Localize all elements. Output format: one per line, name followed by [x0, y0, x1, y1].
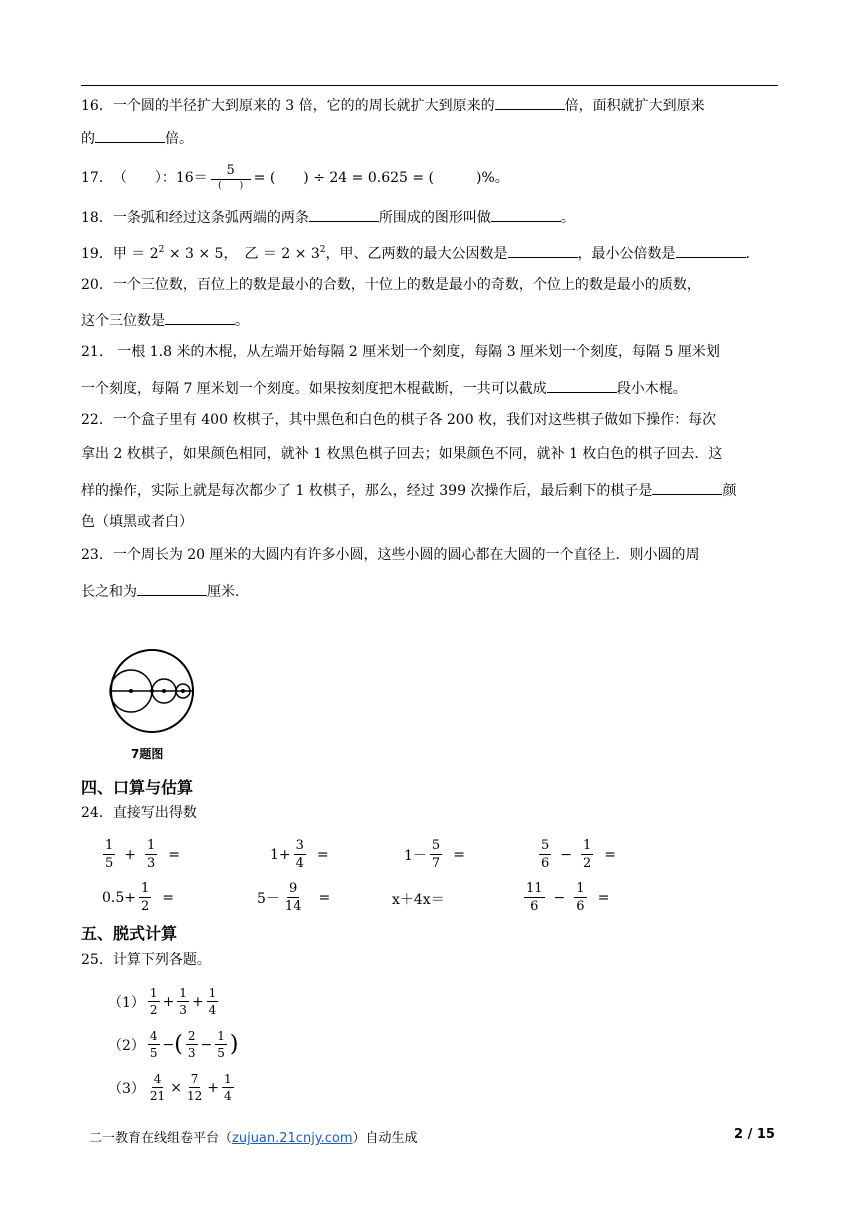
question-25	[81, 950, 211, 970]
question-22-line-2	[81, 444, 722, 464]
question-text: ，最小公倍数是	[577, 246, 676, 262]
question-23-line-1	[81, 545, 700, 565]
question-text: 的	[81, 131, 95, 147]
fraction-numerator: 3	[295, 838, 304, 853]
fraction-denominator: 12	[186, 1089, 203, 1103]
center-dot	[150, 689, 154, 693]
question-text: 。	[560, 210, 575, 226]
fraction-numerator: 1	[208, 986, 217, 1000]
fraction-denominator: 4	[295, 856, 304, 871]
fraction-denominator: 4	[223, 1089, 232, 1103]
fraction-denominator: 3	[147, 856, 156, 871]
fraction-denominator: 6	[541, 856, 550, 871]
calc-item-1	[108, 987, 221, 1016]
page-footer	[89, 1127, 418, 1146]
fraction	[211, 164, 251, 191]
answer-blank[interactable]	[309, 205, 379, 222]
operator: +	[162, 993, 175, 1010]
fraction-denominator: 5	[217, 1046, 225, 1060]
fraction-denominator: 6	[530, 899, 539, 914]
question-text: 一个刻度，每隔 7 厘米划一个刻度。如果按刻度把木棍截断，一共可以截成	[81, 381, 547, 397]
fraction-numerator: 7	[190, 1072, 199, 1086]
fraction-denominator: 7	[431, 856, 441, 871]
fraction	[207, 987, 219, 1016]
fraction-denominator: 4	[208, 1003, 217, 1017]
question-number: 23．	[81, 547, 113, 563]
answer-blank[interactable]	[491, 205, 561, 222]
center-dot	[162, 689, 166, 693]
oral-item-7	[392, 889, 445, 909]
fraction-numerator: 4	[149, 1029, 158, 1043]
fraction	[581, 839, 593, 870]
fraction-denominator: 2	[141, 899, 150, 914]
oral-item-4	[536, 839, 616, 870]
fraction-numerator: 5	[541, 838, 550, 853]
header-rule	[81, 85, 778, 86]
expression-prefix: 0.5+	[102, 889, 136, 906]
question-24	[81, 803, 197, 823]
answer-blank[interactable]	[508, 241, 578, 258]
oral-item-6	[257, 882, 330, 913]
fraction	[222, 1073, 234, 1102]
question-text: 厘米.	[207, 584, 240, 600]
fraction	[148, 1030, 160, 1059]
question-20-line-2	[81, 308, 249, 331]
fraction-denominator: 14	[284, 899, 302, 914]
answer-blank[interactable]	[495, 93, 565, 110]
question-text: 段小木棍。	[616, 381, 687, 397]
fraction	[177, 987, 189, 1016]
section-heading-5: 五、脱式计算	[81, 924, 178, 943]
fraction	[148, 1073, 167, 1102]
question-number: 22．	[81, 412, 113, 428]
question-number: 17．	[81, 169, 113, 186]
center-dot	[181, 689, 185, 693]
question-22-line-3	[81, 478, 736, 501]
question-text: 一个三位数，百位上的数是最小的合数，十位上的数是最小的奇数，个位上的数是最小的质数，	[112, 277, 701, 293]
operator: +	[207, 1079, 219, 1096]
question-22-line-1	[81, 410, 716, 430]
oral-item-2	[270, 839, 329, 870]
fraction-denominator: 6	[576, 899, 585, 914]
question-text: × 3 × 5， 乙 ＝ 2 × 3	[164, 246, 320, 262]
answer-blank[interactable]	[547, 376, 617, 393]
fraction	[539, 839, 551, 870]
fraction	[185, 1073, 204, 1102]
fraction-numerator: 1	[147, 838, 156, 853]
equals-sign: =	[453, 846, 465, 863]
question-number: 18．	[81, 210, 113, 226]
question-16-line-1	[81, 93, 705, 116]
operator: ×	[170, 1079, 182, 1096]
question-19	[81, 240, 750, 264]
calc-item-2	[108, 1030, 239, 1059]
operator: −	[200, 1036, 213, 1053]
expression-prefix: 1+	[270, 846, 291, 863]
operator: +	[124, 846, 137, 863]
question-18	[81, 205, 575, 228]
question-text: （ ）：16＝	[112, 169, 208, 186]
question-number: 21．	[81, 344, 113, 360]
fraction-numerator: 2	[187, 1029, 196, 1043]
fraction-numerator: 1	[217, 1029, 225, 1043]
fraction-denominator: 2	[583, 856, 592, 871]
question-22-line-4	[81, 512, 193, 532]
oral-item-3	[404, 839, 465, 870]
page-number: 2 / 15	[734, 1127, 775, 1142]
circle-diagram	[100, 648, 204, 736]
fraction-denominator: 3	[179, 1003, 187, 1017]
footer-text: ）自动生成	[352, 1131, 418, 1146]
footer-link[interactable]: zujuan.21cnjy.com	[232, 1131, 353, 1146]
fraction-numerator: 9	[289, 881, 298, 896]
footer-text: 二一教育在线组卷平台（	[89, 1131, 233, 1146]
question-20-line-1	[81, 275, 701, 295]
item-label: （2）	[108, 1037, 145, 1054]
operator: −	[560, 846, 573, 863]
fraction	[215, 1030, 227, 1059]
question-21-line-2	[81, 376, 687, 399]
oral-item-1	[100, 839, 180, 870]
fraction-denominator: 5	[105, 856, 114, 871]
question-number: 19．	[81, 246, 113, 262]
fraction	[148, 987, 160, 1016]
expression: x＋4x＝	[392, 892, 445, 908]
question-text: 一个周长为 20 厘米的大圆内有许多小圆，这些小圆的圆心都在大圆的一个直径上．则小圆的周	[112, 547, 700, 563]
fraction	[574, 882, 586, 913]
question-text: 倍。	[165, 131, 193, 147]
question-text: 这个三位数是	[81, 313, 165, 329]
item-label: （3）	[108, 1080, 145, 1097]
fraction-numerator: 1	[576, 881, 585, 896]
fraction-numerator: 1	[179, 986, 187, 1000]
question-text: 拿出 2 枚棋子，如果颜色相同，就补 1 枚黑色棋子回去；如果颜色不同，就补 1 枚白色的棋子回去．这	[81, 446, 723, 462]
question-number: 20．	[81, 277, 113, 293]
question-text: .	[745, 246, 750, 262]
equals-sign: =	[168, 846, 181, 863]
equals-sign: =	[604, 846, 617, 863]
question-number: 16．	[81, 98, 113, 114]
question-text: 倍，面积就扩大到原来	[564, 98, 705, 114]
question-text: 一根 1.8 米的木棍，从左端开始每隔 2 厘米划一个刻度，每隔 3 厘米划一个刻度，每隔 5 厘米划	[112, 344, 720, 360]
center-dot	[129, 689, 133, 693]
answer-blank[interactable]	[676, 241, 746, 258]
fraction	[283, 882, 304, 913]
question-text: 一个盒子里有 400 枚棋子，其中黑色和白色的棋子各 200 枚，我们对这些棋子做如下操作：每次	[112, 412, 717, 428]
question-text: 计算下列各题。	[112, 952, 211, 968]
fraction-numerator: 5	[431, 838, 441, 853]
question-text: ，甲、乙两数的最大公因数是	[325, 246, 508, 262]
equals-sign: =	[318, 889, 331, 906]
question-text: 一条弧和经过这条弧两端的两条	[112, 210, 309, 226]
answer-blank[interactable]	[137, 579, 207, 596]
fraction	[145, 839, 157, 870]
operator: +	[191, 993, 204, 1010]
question-text: 色（填黑或者白）	[81, 514, 193, 530]
item-label: （1）	[108, 994, 145, 1011]
oral-item-5	[102, 882, 174, 913]
fraction-denominator: 2	[149, 1003, 158, 1017]
right-parenthesis: )	[229, 1031, 239, 1057]
fraction-numerator: 1	[223, 1072, 232, 1086]
question-17	[81, 164, 509, 191]
question-number: 24．	[81, 805, 113, 821]
oral-item-8	[521, 882, 609, 913]
question-21-line-1	[81, 342, 720, 362]
fraction	[186, 1030, 198, 1059]
fraction	[524, 882, 545, 913]
question-text: = ( ) ÷ 24 = 0.625 = ( )%。	[253, 169, 509, 186]
fraction-numerator: 4	[153, 1072, 162, 1086]
question-text: 颜	[722, 483, 737, 499]
fraction-numerator: 5	[211, 164, 251, 180]
fraction	[139, 882, 151, 913]
section-heading-4: 四、口算与估算	[81, 778, 194, 797]
fraction-denominator: 21	[149, 1089, 166, 1103]
fraction-denominator: 5	[149, 1046, 158, 1060]
fraction-numerator: 11	[526, 881, 543, 896]
fraction-numerator: 1	[105, 838, 114, 853]
calc-item-3	[108, 1073, 237, 1102]
question-text: 一个圆的半径扩大到原来的 3 倍，它的的周长就扩大到原来的	[112, 98, 495, 114]
figure-caption: 7题图	[131, 747, 164, 761]
fraction	[430, 839, 442, 870]
answer-blank[interactable]	[165, 308, 235, 325]
question-16-line-2	[81, 126, 193, 149]
fraction-denominator: 3	[187, 1046, 196, 1060]
question-text: 样的操作，实际上就是每次都少了 1 枚棋子，那么，经过 399 次操作后，最后剩下的棋子是	[81, 483, 653, 499]
fraction-denominator: ( )	[218, 181, 244, 191]
question-text: 甲 ＝ 2	[112, 246, 159, 262]
fraction	[294, 839, 306, 870]
equals-sign: =	[597, 889, 610, 906]
exponent: 2	[319, 245, 326, 255]
answer-blank[interactable]	[95, 126, 165, 143]
fraction-numerator: 1	[149, 986, 158, 1000]
expression-prefix: 1－	[404, 847, 427, 864]
equals-sign: =	[316, 846, 329, 863]
question-23-line-2	[81, 579, 239, 602]
operator: −	[162, 1036, 175, 1053]
answer-blank[interactable]	[652, 478, 722, 495]
equals-sign: =	[162, 889, 175, 906]
question-text: 长之和为	[81, 584, 137, 600]
fraction-numerator: 1	[583, 838, 592, 853]
fraction-numerator: 1	[141, 881, 150, 896]
question-text: 。	[235, 313, 249, 329]
left-parenthesis: (	[174, 1031, 183, 1057]
question-text: 所围成的图形叫做	[378, 210, 491, 226]
fraction	[103, 839, 115, 870]
exponent: 2	[158, 245, 165, 255]
expression-prefix: 5－	[257, 890, 280, 907]
question-text: 直接写出得数	[112, 805, 197, 821]
question-number: 25．	[81, 952, 113, 968]
operator: −	[553, 889, 566, 906]
